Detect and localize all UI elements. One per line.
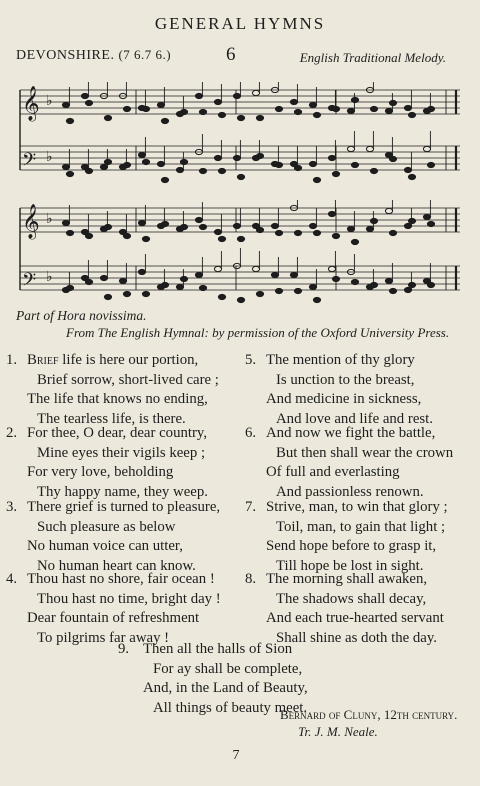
note-icon (347, 146, 354, 151)
verse-line: Is unction to the breast, (276, 371, 415, 388)
note-icon (214, 266, 221, 271)
verse-number: 9. (118, 641, 130, 657)
verse-line: The life that knows no ending, (27, 391, 208, 407)
note-icon (332, 171, 339, 176)
tune-meter: (7 6.7 6.) (118, 47, 172, 62)
note-icon (328, 155, 335, 160)
note-icon (385, 278, 392, 283)
note-icon (119, 278, 126, 283)
note-icon (199, 285, 206, 290)
verse-1 (6, 351, 234, 429)
note-icon (427, 106, 434, 111)
note-icon (161, 221, 168, 226)
bass-clef-icon: 𝄢 (22, 150, 37, 175)
note-icon (366, 146, 373, 151)
note-icon (218, 236, 225, 241)
note-icon (389, 156, 396, 161)
verse-number: 2. (6, 425, 18, 441)
verse-line: Dear fountain of refreshment (27, 610, 200, 626)
verse-line: Of full and everlasting (266, 464, 400, 480)
note-icon (66, 285, 73, 290)
note-icon (66, 230, 73, 235)
note-icon (313, 112, 320, 117)
note-icon (161, 282, 168, 287)
note-icon (351, 239, 358, 244)
verse-7 (245, 498, 477, 576)
note-icon (180, 109, 187, 114)
flat-icon: ♭ (46, 269, 53, 285)
verse-3 (6, 498, 234, 576)
verse-line: Strive, man, to win that glory ; (266, 499, 448, 515)
verse-8 (245, 570, 477, 648)
note-icon (370, 218, 377, 223)
note-icon (309, 102, 316, 107)
verse-line: life is here our portion, (62, 352, 199, 368)
note-icon (332, 233, 339, 238)
verse-line: Thou hast no time, bright day ! (37, 590, 221, 607)
note-icon (157, 102, 164, 107)
note-icon (385, 108, 392, 113)
note-icon (408, 218, 415, 223)
note-icon (271, 272, 278, 277)
subtitle: Part of Hora novissima. (16, 308, 147, 323)
verse-line: No human heart can know. (37, 557, 196, 574)
note-icon (351, 97, 358, 102)
note-icon (366, 226, 373, 231)
flat-icon: ♭ (46, 93, 53, 109)
note-icon (404, 223, 411, 228)
note-icon (85, 168, 92, 173)
note-icon (233, 223, 240, 228)
verse-number: 1. (6, 352, 18, 368)
treble-staff (20, 200, 460, 245)
note-icon (104, 294, 111, 299)
note-icon (123, 106, 130, 111)
note-icon (138, 269, 145, 274)
verse-line: No human voice can utter, (27, 538, 183, 554)
treble-clef-icon: 𝄞 (22, 86, 40, 121)
verse-line: Such pleasure as below (37, 518, 176, 535)
note-icon (176, 167, 183, 172)
note-icon (290, 272, 297, 277)
note-icon (195, 272, 202, 277)
verse-line: And each true-hearted servant (266, 610, 444, 626)
note-icon (85, 279, 92, 284)
note-icon (427, 282, 434, 287)
note-icon (427, 221, 434, 226)
note-icon (176, 284, 183, 289)
note-icon (423, 146, 430, 151)
bass-staff (20, 248, 460, 303)
note-icon (385, 208, 392, 213)
note-icon (62, 220, 69, 225)
note-icon (294, 230, 301, 235)
verse-line: And love and life and rest. (276, 410, 433, 427)
note-icon (218, 294, 225, 299)
music-system-2 (16, 200, 464, 308)
note-icon (237, 115, 244, 120)
note-icon (142, 159, 149, 164)
note-icon (104, 115, 111, 120)
note-icon (423, 214, 430, 219)
verse-line: But then shall wear the crown (276, 444, 454, 461)
note-icon (389, 288, 396, 293)
note-icon (309, 161, 316, 166)
author-name: Bernard of Cluny, 12th century. (280, 707, 458, 722)
page-number: 7 (232, 748, 240, 763)
note-icon (180, 159, 187, 164)
note-icon (180, 276, 187, 281)
note-icon (256, 115, 263, 120)
note-icon (142, 291, 149, 296)
note-icon (313, 230, 320, 235)
note-icon (85, 233, 92, 238)
note-icon (328, 266, 335, 271)
note-icon (252, 90, 259, 95)
note-icon (214, 229, 221, 234)
note-icon (195, 217, 202, 222)
note-icon (347, 226, 354, 231)
verse-line: Brief sorrow, short-lived care ; (37, 371, 219, 388)
verse-line: And passionless renown. (276, 483, 424, 500)
note-icon (123, 162, 130, 167)
translator-credit (298, 724, 378, 740)
note-icon (370, 282, 377, 287)
verse-line: Shall shine as doth the day. (276, 629, 437, 646)
tune-title (16, 47, 171, 64)
verse-line: For thee, O dear, dear country, (27, 425, 208, 441)
page-header: GENERAL HYMNS (154, 14, 326, 33)
verse-line: The shadows shall decay, (276, 590, 427, 607)
note-icon (123, 233, 130, 238)
note-icon (427, 162, 434, 167)
note-icon (199, 168, 206, 173)
verse-2 (6, 424, 234, 502)
verse-line: There grief is turned to pleasure, (27, 499, 221, 515)
note-icon (218, 168, 225, 173)
note-icon (195, 93, 202, 98)
note-icon (157, 161, 164, 166)
note-icon (351, 162, 358, 167)
note-icon (309, 223, 316, 228)
note-icon (275, 288, 282, 293)
note-icon (66, 118, 73, 123)
note-icon (214, 155, 221, 160)
note-icon (347, 108, 354, 113)
note-icon (389, 100, 396, 105)
note-icon (199, 224, 206, 229)
note-icon (142, 236, 149, 241)
note-icon (138, 220, 145, 225)
verse-number: 3. (6, 499, 18, 515)
verse-line: The morning shall awaken, (266, 571, 428, 587)
verse-line: And medicine in sickness, (266, 391, 422, 407)
verse-line: For ay shall be complete, (153, 660, 303, 677)
tune-name: DEVONSHIRE. (16, 48, 115, 63)
note-icon (66, 171, 73, 176)
verse-line: For very love, beholding (27, 464, 174, 480)
note-icon (408, 112, 415, 117)
verse-line: Thou hast no shore, fair ocean ! (27, 571, 215, 587)
note-icon (214, 99, 221, 104)
permission-note: From The English Hymnal: by permission of the Oxford University Press. (66, 325, 450, 340)
note-icon (271, 223, 278, 228)
verse-number: 8. (245, 571, 257, 587)
note-icon (233, 93, 240, 98)
note-icon (294, 109, 301, 114)
treble-staff (20, 82, 460, 124)
note-icon (252, 266, 259, 271)
note-icon (290, 99, 297, 104)
note-icon (104, 159, 111, 164)
verse-line: The mention of thy glory (266, 352, 415, 368)
note-icon (161, 118, 168, 123)
note-icon (294, 288, 301, 293)
note-icon (237, 174, 244, 179)
note-icon (180, 224, 187, 229)
note-icon (275, 106, 282, 111)
note-icon (404, 105, 411, 110)
note-icon (404, 167, 411, 172)
verse-line: Send hope before to grasp it, (266, 538, 437, 554)
verse-line: Toil, man, to gain that light ; (276, 518, 446, 535)
verse-line: Till hope be lost in sight. (276, 557, 424, 574)
drop-word: Brief (27, 352, 59, 368)
verse-number: 4. (6, 571, 18, 587)
note-icon (199, 109, 206, 114)
note-icon (81, 93, 88, 98)
note-icon (408, 282, 415, 287)
note-icon (408, 174, 415, 179)
treble-clef-icon: 𝄞 (22, 204, 40, 239)
note-icon (275, 230, 282, 235)
bass-staff (20, 131, 460, 183)
verse-number: 7. (245, 499, 257, 515)
note-icon (351, 279, 358, 284)
note-icon (237, 297, 244, 302)
verse-line: Thy happy name, they weep. (37, 483, 208, 500)
note-icon (404, 287, 411, 292)
note-icon (123, 291, 130, 296)
verse-line: And now we fight the battle, (266, 425, 436, 441)
note-icon (85, 100, 92, 105)
note-icon (100, 164, 107, 169)
verse-4 (6, 570, 234, 648)
translator-name: Tr. J. M. Neale. (298, 724, 378, 739)
verse-5 (245, 351, 477, 429)
note-icon (328, 211, 335, 216)
note-icon (256, 153, 263, 158)
verse-line: And, in the Land of Beauty, (143, 680, 308, 696)
verse-line: All things of beauty meet. (153, 699, 308, 716)
note-icon (389, 230, 396, 235)
note-icon (161, 177, 168, 182)
verse-line: The tearless life, is there. (37, 410, 186, 427)
tune-source: English Traditional Melody. (299, 50, 446, 65)
verse-number: 5. (245, 352, 257, 368)
verse-line: Then all the halls of Sion (143, 641, 293, 657)
note-icon (313, 297, 320, 302)
flat-icon: ♭ (46, 211, 53, 227)
note-icon (256, 227, 263, 232)
note-icon (256, 291, 263, 296)
note-icon (237, 236, 244, 241)
note-icon (370, 168, 377, 173)
music-system-1 (16, 82, 464, 186)
verse-number: 6. (245, 425, 257, 441)
bass-clef-icon: 𝄢 (22, 270, 37, 295)
note-icon (233, 155, 240, 160)
flat-icon: ♭ (46, 149, 53, 165)
note-icon (142, 106, 149, 111)
note-icon (313, 177, 320, 182)
note-icon (370, 106, 377, 111)
note-icon (138, 152, 145, 157)
verse-line: To pilgrims far away ! (37, 629, 170, 646)
hymn-number: 6 (226, 44, 236, 65)
note-icon (100, 275, 107, 280)
note-icon (62, 102, 69, 107)
author-credit (280, 707, 457, 723)
note-icon (104, 224, 111, 229)
verse-line: Mine eyes their vigils keep ; (37, 444, 206, 461)
note-icon (62, 164, 69, 169)
note-icon (218, 112, 225, 117)
note-icon (275, 162, 282, 167)
note-icon (294, 165, 301, 170)
verse-6 (245, 424, 477, 502)
note-icon (309, 284, 316, 289)
